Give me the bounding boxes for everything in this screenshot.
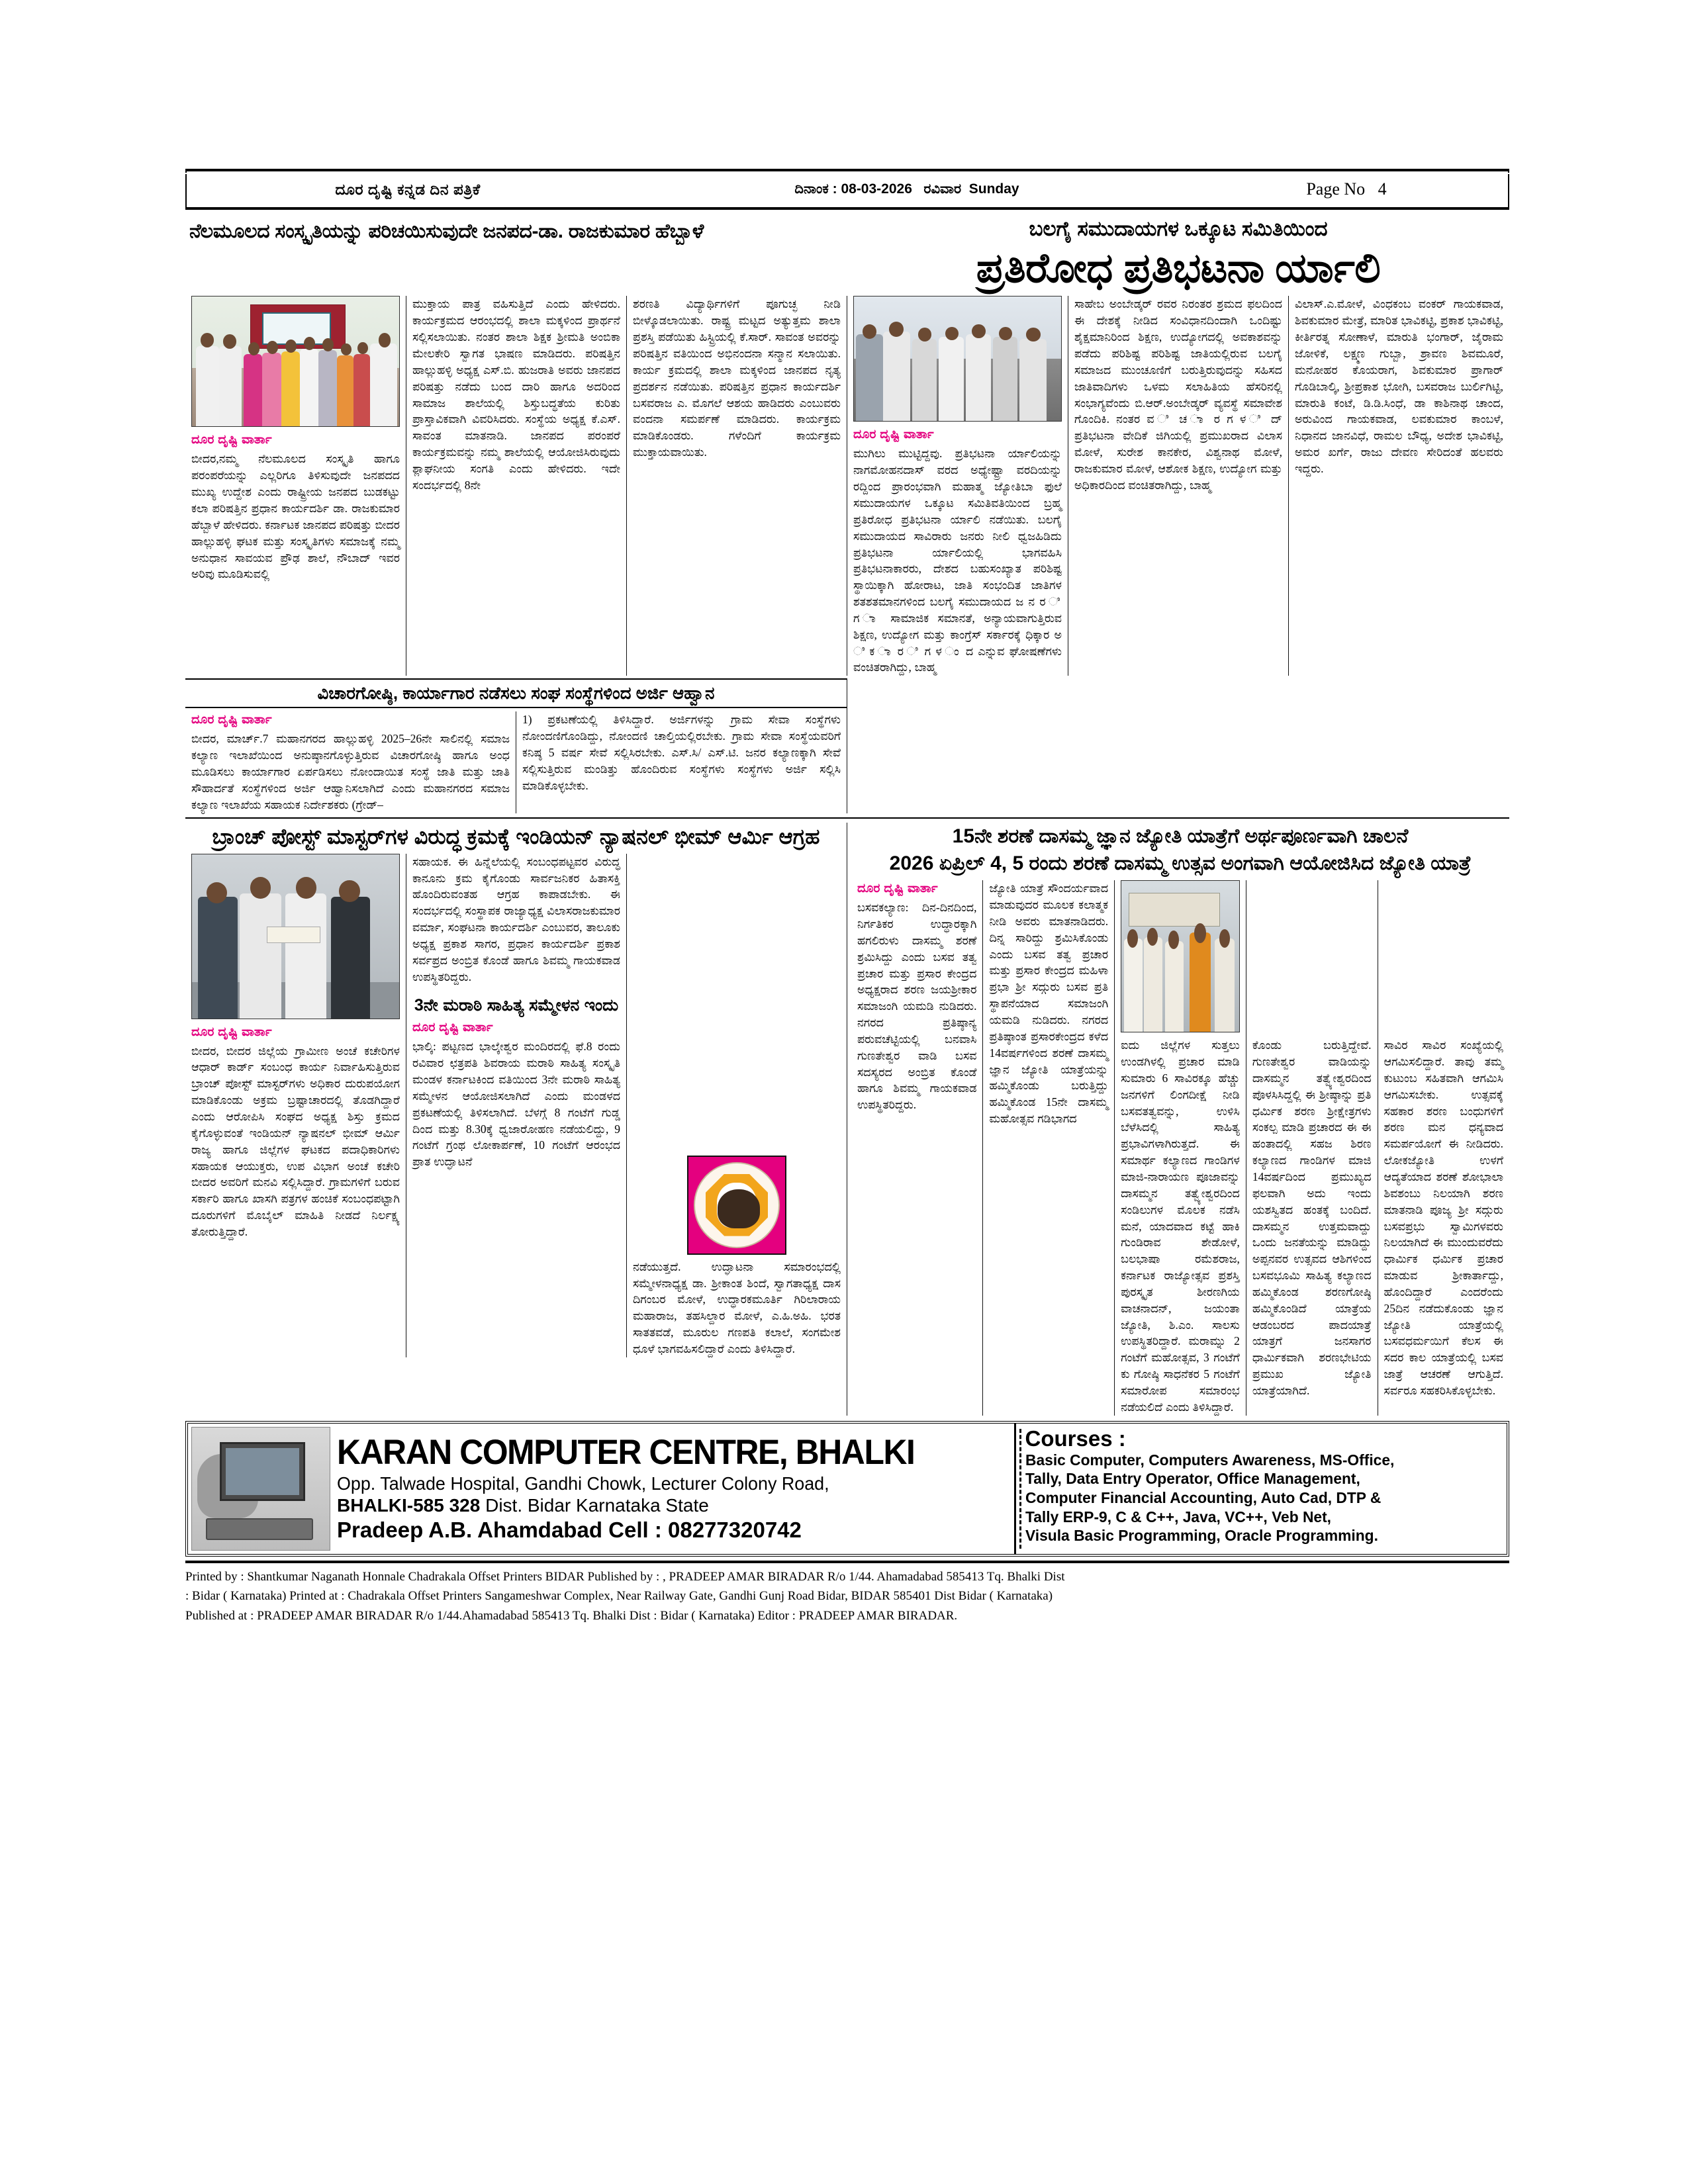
page-number: 4 [1378,179,1387,199]
column-5 [1068,296,1288,676]
story2-col1: ಬೀದರ, ಮಾರ್ಚ್.7 ಮಹಾನಗರದ ಹಾಲ್ಲುಹಳ್ಳಿ 2025–26ನೇ ಸಾಲಿನಲ್ಲಿ ಸಮಾಜ ಕಲ್ಯಾಣ ಇಲಾಖೆಯಿಂದ ಅನುಷ್ಠಾನಗೊಳ್ಳುತ್ತಿರುವ ವಿಚಾರಗೋಷ್ಠಿ ಹಾಗೂ ಅಂಧ ಮೂಡಿಸಲು ಕಾರ್ಯಾಗಾರ ಏರ್ಪಡಿಸಲು ನೋಂದಾಯಿತ ಸಂಸ್ಥೆ ಜಾತಿ ಮತ್ತು ಜಾತಿ ಸೌಹಾರ್ದತೆ ಸಂಸ್ಥೆಗಳಿಂದ ಅರ್ಜಿ ಆಹ್ವಾನಿಸಲಾಗಿದೆ ಎಂದು ಮಹಾನಗರದ ಸಮಾಜ ಕಲ್ಯಾಣ ಇಲಾಖೆಯ ಸಹಾಯಕ ನಿರ್ದೇಶಕರು (ಗ್ರೇಡ್– [191,732,510,811]
column-3 [626,296,847,676]
story4-col3: ಐದು ಜಿಲ್ಲೆಗಳ ಸುತ್ತಲು ಉಂಡಗಿಳಲ್ಲಿ ಪ್ರಚಾರ ಮಾಡಿ ಸುಮಾರು 6 ಸಾವಿರಕ್ಕೂ ಹೆಚ್ಚು ಜನಗಳಿಗೆ ಲಿಂಗದೀಕ್ಷೆ ನೀಡಿ ಬಸವತತ್ವವನ್ನು, ಉಳಿಸಿ ಬೆಳೆಸಿದಲ್ಲಿ ಸಾಹಿತ್ಯ ಪ್ರಭಾವಿಗಳಾಗಿರುತ್ತದೆ. ಈ ಸಮಾರ್ಥ ಕಲ್ಯಾಣದ ಗಾಂಡಿಗಳ ಮಾಜಿ-ನಾರಾಯಣ ಪೂಜಾವನ್ನು ದಾಸಮ್ಮನ ತತ್ವ್ಯೇಶ್ವರದಿಂದ ಸಂಡಿಲುಗಳ ಮೊಲಕ ನಡೆಸಿ ಮನೆ, ಯಾದವಾದ ಕಟ್ಟೆ ಹಾಕಿ ಗುಂಡಿರಾವ ಶೇಡೋಳೆ, ಬಲಭಾಷಾ ರಮೆಶರಾಜ, ಕರ್ನಾಟಕ ರಾಜ್ಯೋತ್ಸವ ಪ್ರಶಸ್ತಿ ಪುರಸ್ಕೃತ ಶೀರಣಗಿಯ ವಾಚನಾದನ್, ಜಯಂತಾ ಜ್ಯೋತಿ, ಶಿ.ಎಂ. ಸಾಲಸು ಉಪಸ್ಥಿತರಿದ್ದಾರೆ. ಮರಾಮ್ನು 2 ಗಂಟೆಗೆ ಮಹೋತ್ಸವ, 3 ಗಂಟೆಗೆ ಕು ಗೋಷ್ಠಿ ಸಾಧನೆಕರ 5 ಗಂಟೆಗೆ ಸಮಾರೋಪ ಸಮಾರಂಭ ನಡೆಯಲಿದೆ ಎಂದು ತಿಳಿಸಿದ್ದಾರೆ. [1121,1038,1240,1414]
ad-course-line: Visula Basic Programming, Oracle Programming. [1025,1527,1378,1545]
story6-col1: ಮುಗಿಲು ಮುಟ್ಟಿದ್ದವು. ಪ್ರತಿಭಟನಾ ರ್ಯಾಲಿಯನ್ನು ನಾಗಮೋಹನದಾಸ್ ವರದ ಅಧ್ಯೇಷ್ಟ್ರಾ ವರದಿಯನ್ನು ರದ್ದಿಂದ ಪ್ರಾರಂಭವಾಗಿ ಮಹಾತ್ಮ ಜ್ಯೋತಿಬಾ ಫುಲೆ ಸಮುದಾಯಗಳ ಒಕ್ಕೂಟ ಸಮಿತಿವತಿಯಿಂದ ಬ್ರಹ್ಮ ಪ್ರತಿರೋಧ ಪ್ರತಿಭಟನಾ ರ್ಯಾಲಿ ನಡೆಯಿತು. ಬಲಗೈ ಸಮುದಾಯದ ಸಾವಿರಾರು ಜನರು ನೀಲಿ ಧ್ವಜಹಿಡಿದು ಪ್ರತಿಭಟನಾ ರ್ಯಾಲಿಯಲ್ಲಿ ಭಾಗವಹಿಸಿ ಪ್ರತಿಭಟನಾಕಾರರು, ದೇಶದ ಬಹುಸಂಖ್ಯಾತ ಪರಿಶಿಷ್ಟ ಸ್ಥಾಯಿಕ್ಕಾಗಿ ಹೋರಾಟ, ಜಾತಿ ಸಂಭಂದಿತ ಜಾತಿಗಳ ಶತಶತಮಾನಗಳಿಂದ ಬಲಗೈ ಸಮುದಾಯದ ಜ ನ ರ ಿ ಗ ಾ ಸಾಮಾಜಿಕ ಸಮಾನತೆ, ಅನ್ಯಾಯವಾಗುತ್ತಿರುವ ಶಿಕ್ಷಣ, ಉದ್ಯೋಗ ಮತ್ತು ಕಾಂಗ್ರೆಸ್ ಸರ್ಕಾರಕ್ಕೆ ಧಿಕ್ಕಾರ ಅ ಿ ಕ ಾ ರ ಿ ಗ ಳ ಂ ದ ಎನ್ನುವ ಘೋಷಣೆಗಳು ವಂಚಿತರಾಗಿದ್ದು, ಬಾಹ್ಮ [853,447,1062,674]
byline-6: ದೂರ ದೃಷ್ಟಿ ವಾರ್ತಾ [857,882,938,896]
ad-course-line: Tally ERP-9, C & C++, Java, VC++, Veb Net, [1025,1508,1331,1525]
ad-computer-photo [191,1427,330,1551]
story1-col3: ಶರಣತಿ ವಿದ್ಯಾರ್ಥಿಗಳಿಗೆ ಪೂಗುಚ್ಛ ನೀಡಿ ಬೀಳ್ಕೊಡಲಾಯಿತು. ರಾಷ್ಟ್ರ ಮಟ್ಟದ ಅತ್ಯುತ್ತಮ ಶಾಲಾ ಪ್ರಶಸ್ತಿ ಪಡೆಯಿತು ಹಿಸ್ಟ್ರಿಯಲ್ಲಿ ಕೆ.ಸಾರ್. ಸಾವಂತ ಅವರನ್ನು ಪರಿಷತ್ತಿನ ವತಿಯಿಂದ ಅಭಿನಂದನಾ ಸನ್ಮಾನ ಸಲಾಯಿತು. ಕಾರ್ಯ ಕ್ರಮದಲ್ಲಿ ಶಾಲಾ ಮಕ್ಕಳಿಂದ ಜಾನಪದ ನೃತ್ಯ ಪ್ರದರ್ಶನ ನಡೆಯಿತು. ಪರಿಷತ್ತಿನ ಪ್ರಧಾನ ಕಾರ್ಯದರ್ಶಿ ಬಸವರಾಜ ಎ. ಮೊಗಲೆ ಆಶಯ ಹಾಡಿದರು ಎಂಬುವರು ವಂದನಾ ಸಮರ್ಪಣೆ ಮಾಡಿದರು. ಕಾರ್ಯಕ್ರಮ ಮಾಡಿಕೊಂಡರು. ಗಳೆಂದಿಗೆ ಕಾರ್ಯಕ್ರಮ ಮುಕ್ತಾಯವಾಯಿತು. [633,297,841,459]
story3-column-3 [626,854,847,1357]
story4-heading-line1: 15ನೇ ಶರಣೆ ದಾಸಮ್ಮ ಜ್ಞಾನ ಜ್ಯೋತಿ ಯಾತ್ರೆಗೆ ಅರ್ಥಪೂರ್ಣವಾಗಿ ಚಾಲನೆ [952,825,1409,847]
byline-2: ದೂರ ದೃಷ್ಟಿ ವಾರ್ತಾ [853,428,934,442]
imprint-line-3: Published at : PRADEEP AMAR BIRADAR R/o 1/44.Ahamadabad 585413 Tq. Bhalki Dist : Bidar ( Karnataka) Editor : PRADEEP AMAR BIRADAR. [185,1608,958,1623]
jyoti-yatra-photo [1121,880,1240,1032]
story2-col2: 1) ಪ್ರಕಟಣೆಯಲ್ಲಿ ತಿಳಿಸಿದ್ದಾರೆ. ಅರ್ಜಿಗಳನ್ನು ಗ್ರಾಮ ಸೇವಾ ಸಂಸ್ಥೆಗಳು ನೋಂದಣಿಗೊಂಡಿದ್ದು, ನೋಂದಣಿ ಚಾಲ್ತಿಯಲ್ಲಿರಬೇಕು. ಗ್ರಾಮ ಸೇವಾ ಸಂಸ್ಥೆಯವರಿಗೆ ಕನಿಷ್ಠ 5 ವರ್ಷ ಸೇವೆ ಸಲ್ಲಿಸಿರಬೇಕು. ಎಸ್.ಸಿ/ ಎಸ್.ಟಿ. ಜನರ ಕಲ್ಯಾಣಕ್ಕಾಗಿ ಸೇವೆ ಸಲ್ಲಿಸುತ್ತಿರುವ ಮಂಡಿತ್ತು ಹೊಂದಿರುವ ಸಂಸ್ಥೆಗಳು ಸಂಸ್ಥೆಗಳು ಅರ್ಜಿ ಸಲ್ಲಿಸಿ ಮಾಡಿಕೊಳ್ಳಬೇಕು. [522,713,841,792]
story6-col3: ವಿಲಾಸ್.ಎ.ಮೋಳೆ, ವಿಂಧಕಂಬ ವಂಕರ್ ಗಾಯಕವಾಡ, ಶಿವಕುಮಾರ ಮೇತ್ರೆ, ಮಾರಿತ ಭಾವಿಕಟ್ಟಿ, ಪ್ರಕಾಶ ಭಾವಿಕಟ್ಟಿ, ಕೀರ್ತಿರತ್ನ ಸೋಣಾಳೆ, ಮಾರುತಿ ಭಂಗಾರ್, ಜೈರಾಮ ಜೋಳಿಕೆ, ಲಕ್ಷ್ಮಣ ಗುಬ್ಬಾ, ಶ್ರಾವಣ ಶಿವಮೂರೆ, ಮನೋಹರ ಕೊಯರಾಗ, ಶಿವಕುಮಾರ ಪ್ರಾಗಾರ್ ಗೊಡಿಬಾಲ್ಕಿ, ಶ್ರೀಪ್ರಕಾಶ ಭೋಗಿ, ಬಸವರಾಜ ಬುರ್ಲಿಗಿಟ್ಟಿ, ಮಾರುತಿ ಕಂಟೆ, ಡಿ.ಡಿ.ಸಿಂಧೆ, ಡಾ ಕಾಶಿನಾಥ ಚಾಂದ, ಅರುವಿಂದ ಗಾಯಕವಾಡ, ಲವಕುಮಾರ ಕಾಂಬಳೆ, ನಿಧಾನದ ಜಾನವಿಧೆ, ರಾಮಲ ಬೌಧ್ಯ, ಅದೇಶ ಭಾವಿಕಟ್ಟಿ, ಅಮರ ಖರ್ಗೆ, ರಾಜು ದೇವಣ ಸೇರಿದಂತೆ ಹಲವರು ಇದ್ದರು. [1295,297,1503,475]
mid-left [185,678,847,813]
story3-col1: ಬೀದರ, ಬೀದರ ಜಿಲ್ಲೆಯ ಗ್ರಾಮೀಣ ಅಂಚೆ ಕಚೇರಿಗಳ ಆಧಾರ್ ಕಾರ್ಡ್ ಸಂಬಂಧ ಕಾರ್ಯ ನಿರ್ವಾಹಿಸುತ್ತಿರುವ ಬ್ರಾಂಚ್ ಪೋಸ್ಟ್ ಮಾಸ್ಟರ್‌ಗಳು ಅಧಿಕಾರ ದುರುಪಯೋಗ ಮಾಡಿಕೊಂಡು ಅಕ್ರಮ ಬ್ರಷ್ಟಾಚಾರದಲ್ಲಿ ತೊಡಗಿದ್ದಾರೆ ಎಂದು ಆರೋಪಿಸಿ ಸಂಘದ ಅಧ್ಯಕ್ಷ ಶಿಸ್ತು ಕ್ರಮದ ಕೈಗೊಳ್ಳುವಂತೆ ಇಂಡಿಯನ್ ನ್ಯಾಷನಲ್ ಭೀಮ್ ಆರ್ಮಿ ರಾಜ್ಯ ಹಾಗೂ ಜಿಲ್ಲೆಗಳ ಘಟಕದ ಪದಾಧಿಕಾರಿಗಳು ಸಹಾಯಕ ಆಯುಕ್ತರು, ಉಪ ವಿಭಾಗ ಅಂಚೆ ಕಚೇರಿ ಬೀದರ ಅವರಿಗೆ ಮನವಿ ಸಲ್ಲಿಸಿದ್ದಾರೆ. ಗ್ರಾಮಗಳಿಗೆ ಬರುವ ಸರ್ಕಾರಿ ಹಾಗೂ ಖಾಸಗಿ ಪತ್ರಗಳ ಹಂಚಿಕೆ ಸಂಬಂಧಪಟ್ಟಾಗಿ ದೂರುಗಳಿಗೆ ಮೊಬೈಲ್ ಮಾಹಿತಿ ನೀಡದೆ ನಿರ್ಲಕ್ಷ್ಯ ತೋರುತ್ತಿದ್ದಾರೆ. [191,1044,400,1238]
ad-courses-title: Courses : [1025,1426,1126,1451]
imprint-line-2: : Bidar ( Karnataka) Printed at : Chadrakala Offset Printers Sangameshwar Complex, Near Railway Gate, Gandhi Gunj Road Bidar, BIDAR 585401 Dist Bidar ( Karnataka) [185,1589,1053,1604]
mid-band [185,678,1509,813]
ad-courses-list [1025,1451,1487,1545]
story4-column-2 [982,880,1114,1415]
column-1 [185,296,406,676]
story3-columns [185,854,847,1357]
imprint-line-1: Printed by : Shantkumar Naganath Honnale Chadrakala Offset Printers BIDAR Published by : , PRADEEP AMAR BIRADAR R/o 1/44. Ahamadabad 585413 Tq. Bhalki Dist [185,1569,1065,1584]
story4-col2: ಜ್ಯೋತಿ ಯಾತ್ರೆ ಸೌಂದರ್ಯವಾದ ಮಾಡುವುದರ ಮೂಲಕ ಕಲಾತ್ಮಕ ನೀಡಿ ಅವರು ಮಾತನಾಡಿದರು. ದಿನ್ನ ಸಾರಿದ್ದು ಶ್ರಮಿಸಿಕೊಂಡು ಎಂದು ಬಸವ ತತ್ವ ಪ್ರಚಾರ ಮತ್ತು ಪ್ರಸಾರ ಕೇಂದ್ರದ ಮಹಿಳಾ ಪ್ರಭಾ ಶ್ರೀ ಸದ್ಗುರು ಬಸವ ಪ್ರತಿ ಸ್ಥಾಪನೆಯಾದ ಸಮಾಜಂಗಿ ಯಮಡಿ ನುಡಿದರು. ನಗರದ ಪ್ರತಿಷ್ಠಾಂತ ಪ್ರಸಾರಕೇಂದ್ರದ ಕಳೆದ 14ವರ್ಷಗಳಿಂದ ಶರಣೆ ದಾಸಮ್ಮ ಜ್ಞಾನ ಜ್ಯೋತಿ ಯಾತ್ರೆಯನ್ನು ಹಮ್ಮಿಕೊಂಡು ಬರುತ್ತಿದ್ದು ಹಮ್ಮಿಕೊಂಡ 15ನೇ ದಾಸಮ್ಮ ಮಹೋತ್ಸವ ಗಡಿಭಾಗದ [989,882,1109,1126]
ad-course-line: Tally, Data Entry Operator, Office Management, [1025,1470,1360,1488]
story3-column-2 [406,854,626,1357]
story2-column-2 [516,711,847,813]
headline-right-main: ಪ್ರತಿರೋಧ ಪ್ರತಿಭಟನಾ ರ್ಯಾಲಿ [976,246,1381,292]
story5-col1: ಭಾಲ್ಕಿ: ಪಟ್ಟಣದ ಭಾಲ್ಕೇಶ್ವರ ಮಂದಿರದಲ್ಲಿ ಫೆ.8 ರಂದು ರವಿವಾರ ಛತ್ರಪತಿ ಶಿವರಾಯ ಮರಾಠಿ ಸಾಹಿತ್ಯ ಸಂಸ್ಕೃತಿ ಮಂಡಳ ಕರ್ನಾಟಕಿಂದ ವತಿಯಿಂದ 3ನೇ ಮರಾಠಿ ಸಾಹಿತ್ಯ ಸಮ್ಮೇಳನ ಆಯೋಜಿಸಲಾಗಿದೆ ಎಂದು ಮಂಡಳದ ಪ್ರಕಟಣೆಯಲ್ಲಿ ತಿಳಿಸಲಾಗಿದೆ. ಬೆಳಗ್ಗೆ 8 ಗಂಟೆಗೆ ಗುಡ್ಡ ದಿಂದ ಮತ್ತು 8.30ಕ್ಕೆ ಧ್ವಜಾರೋಹಣ ನಡೆಯಲಿದ್ದು, 9 ಗಂಟೆಗೆ ಗ್ರಂಥ ಲೋಕಾರ್ಪಣೆ, 10 ಗಂಟೆಗೆ ಆರಂಭದ ಪ್ರಾತ ಉದ್ಘಾಟನೆ [412,1040,620,1169]
byline-4: ದೂರ ದೃಷ್ಟಿ ವಾರ್ತಾ [191,1024,272,1039]
ad-address-line1: Opp. Talwade Hospital, Gandhi Chowk, Lecturer Colony Road, [337,1473,829,1494]
page-label: Page No [1306,179,1366,199]
ad-text-block [330,1427,1011,1551]
publication-title: ದೂರ ದೃಷ್ಟಿ ಕನ್ನಡ ದಿನ ಪತ್ರಿಕೆ [335,180,481,198]
story3-col2: ಸಹಾಯಕ. ಈ ಹಿನ್ನೆಲೆಯಲ್ಲಿ ಸಂಬಂಧಪಟ್ಟವರ ವಿರುದ್ಧ ಕಾನೂನು ಕ್ರಮ ಕೈಗೊಂಡು ಸಾರ್ವಜನಿಕರ ಹಿತಾಸಕ್ತಿ ಹೊಂದಿರುವಂತಹ ಆಗ್ರಹ ಕಾಪಾಡಬೇಕು. ಈ ಸಂದರ್ಭದಲ್ಲಿ ಸಂಸ್ಥಾಪಕ ರಾಜ್ಯಾಧ್ಯಕ್ಷ ವಿಲಾಸರಾಜಕುಮಾರ ವರ್ಮಾ, ಸಂಘಟನಾ ಕಾರ್ಯದರ್ಶಿ ಎಂಬುವರ, ತಾಲೂಕು ಅಧ್ಯಕ್ಷ ಪ್ರಕಾಶ ಸಾಗರ, ಪ್ರಧಾನ ಕಾರ್ಯದರ್ಶಿ ಪ್ರಕಾಶ ಸರ್ವಪ್ರದ ಅಂಬ್ರಿತ ಕೊಂಡೆ ಹಾಗೂ ಶಿವಮ್ಮ ಗಾಯಕವಾಡ ಉಪಸ್ಥಿತರಿದ್ದರು. [412,854,620,983]
ad-contact: Pradeep A.B. Ahamdabad Cell : 08277320742 [337,1517,802,1542]
day-kannada: ರವಿವಾರ [923,181,962,197]
headline-left: ನೆಲಮೂಲದ ಸಂಸ್ಕೃತಿಯನ್ನು ಪರಿಚಯಿಸುವುದೇ ಜನಪದ-ಡಾ. ರಾಜಕುಮಾರ ಹೆಬ್ಬಾಳೆ [189,220,704,242]
story4-col5: ಸಾವಿರ ಸಾವಿರ ಸಂಖ್ಯೆಯಲ್ಲಿ ಆಗಮಿಸಲಿದ್ದಾರೆ. ತಾವು ತಮ್ಮ ಕುಟುಂಬ ಸಹಿತವಾಗಿ ಆಗಮಿಸಿ ಆಗಮಿಸಬೇಕು. ಉತ್ಸವಕ್ಕೆ ಸಹಕಾರ ಶರಣ ಬಂಧುಗಳಿಗೆ ಶರಣ ಮನ ಧನ್ಯವಾದ ಸಮರ್ಪಯೋಗೆ ಈ ನೀಡಿದರು. ಲೋಕಜ್ಯೋತಿ ಉಳಗೆ ಆದ್ಯತೆಯಾದ ಶರಣೆ ಶೋಭಾಲಾ ಶಿವಶಂಬು ನಿಲಯಾಗಿ ಶರಣ ಮಾತನಾಡಿ ಪೂಜ್ಯ ಶ್ರೀ ಸದ್ಗುರು ಬಸವಪ್ರಭು ಸ್ವಾಮಿಗಳವರು ನಿಲಯಾಗಿದೆ ಈ ಮುಂದುವರೆದು ಧಾರ್ಮಿಕ ಧರ್ಮಿಕ ಪ್ರಚಾರ ಮಾಡುವ ಶ್ರೀಕಾರ್ತಾದ್ದು, ಹೊಂದಿದ್ದಾರೆ ಎಂದರೆಂದು 25ದಿನ ನಡೆದುಕೊಂಡು ಜ್ಞಾನ ಜ್ಯೋತಿ ಯಾತ್ರೆಯಲ್ಲಿ ಬಸವಧರ್ಮಯಿಗೆ ಕೆಲಸ ಈ ಸದರ ಕಾಲ ಯಾತ್ರೆಯಲ್ಲಿ ಬಸವ ಜಾತ್ರೆ ಆಚರಣೆ ಆಗುತ್ತಿದೆ. ಸರ್ವರೂ ಸಹಕರಿಸಿಕೊಳ್ಳಬೇಕು. [1383,1038,1503,1397]
story4-col1: ಬಸವಕಲ್ಯಾಣ: ದಿನ-ದಿನದಿಂದ, ನಿರ್ಗತಿಕರ ಉದ್ಧಾರಕ್ಕಾಗಿ ಹಗಲಿರುಳು ದಾಸಮ್ಮ ಶರಣೆ ಶ್ರಮಿಸಿದ್ದು ಎಂದು ಬಸವ ತತ್ವ ಪ್ರಚಾರ ಮತ್ತು ಪ್ರಸಾರ ಕೇಂದ್ರದ ಅಧ್ಯಕ್ಷರಾದ ಶರಣ ಜಯಶ್ರೀಕಾರ ಸಮಾಜಂಗಿ ಯಮಡಿ ನುಡಿದರು. ನಗರದ ಪ್ರತಿಷ್ಠಾನ್ಯ ಪರುವಚೆಟ್ಟಿಯಲ್ಲಿ ಬನವಾಸಿ ಗುಣತೇಶ್ವರ ವಾಡಿ ಬಸವ ಸದಸ್ಯರದ ಅಂಬ್ರಿತ ಕೊಂಡೆ ಹಾಗೂ ಶಿವಮ್ಮ ಗಾಯಕವಾಡ ಉಪಸ್ಥಿತರಿದ್ದರು. [857,901,977,1112]
top-section [185,296,1509,676]
column-4 [847,296,1068,676]
lower-band [185,817,1509,1416]
story5-heading: 3ನೇ ಮರಾಠಿ ಸಾಹಿತ್ಯ ಸಮ್ಮೇಳನ ಇಂದು [414,996,619,1015]
ad-courses-panel [1016,1424,1507,1554]
lower-left [185,823,847,1416]
ad-course-line: Computer Financial Accounting, Auto Cad, DTP & [1025,1488,1381,1506]
story3-column-1 [185,854,406,1357]
group-photo-1 [191,296,400,427]
headline-right [847,212,1509,292]
headline-row [185,212,1509,292]
byline-1: ದೂರ ದೃಷ್ಟಿ ವಾರ್ತಾ [191,433,272,447]
story4-columns [851,880,1509,1415]
page-number-block [1194,179,1499,199]
mid-right [847,678,1509,813]
story4-column-1 [851,880,982,1415]
masthead [185,169,1509,210]
byline-5: ದೂರ ದೃಷ್ಟಿ ವಾರ್ತಾ [412,1021,493,1035]
marathi-sammelan-emblem [687,1156,786,1255]
imprint-footer [185,1561,1509,1625]
story4-column-5 [1378,880,1509,1415]
newspaper-page [185,169,1509,2015]
story2-column-1 [185,711,516,813]
column-6 [1288,296,1509,676]
advertisement-karan-computer-centre[interactable] [185,1421,1509,1557]
story1-col2: ಮುಕ್ತಾಯ ಪಾತ್ರ ವಹಿಸುತ್ತಿದೆ ಎಂದು ಹೇಳಿದರು. ಕಾರ್ಯಕ್ರಮದ ಆರಂಭದಲ್ಲಿ ಶಾಲಾ ಮಕ್ಕಳಿಂದ ಪ್ರಾರ್ಥನೆ ಸಲ್ಲಿಸಲಾಯಿತು. ನಂತರ ಶಾಲಾ ಶಿಕ್ಷಕ ಶ್ರೀಮತಿ ಅಂಬಿಕಾ ಮೇಲಕೇರಿ ಸ್ವಾಗತ ಭಾಷಣ ಮಾಡಿದರು. ಪರಿಷತ್ತಿನ ಹಾಲ್ಲುಹಳ್ಳಿ ಅಧ್ಯಕ್ಷ ಎಸ್.ಬಿ. ಹುಜರಾತಿ ಅವರು ಜಾನಪದ ಪರಿಷತ್ತು ನಡೆದು ಬಂದ ದಾರಿ ಹಾಗೂ ಅದರಿಂದ ಸಾಮಾಜ ಶಾಲೆಯಲ್ಲಿ ಶಿಸ್ತುಬದ್ಧತೆಯ ಕುರಿತು ಪ್ರಾಸ್ತಾವಿಕವಾಗಿ ವಿವರಿಸಿದರು. ಸಂಸ್ಥೆಯ ಅಧ್ಯಕ್ಷ ಕೆ.ಎಸ್. ಸಾವಂತ ಮಾತನಾಡಿ. ಜಾನಪದ ಪರಂಪರೆ ಕಾರ್ಯಕ್ರಮವನ್ನು ನಮ್ಮ ಶಾಲೆಯಲ್ಲಿ ಆಯೋಜಿಸಿರುವುದು ಶ್ಲಾಘನೀಯ ಸಂಗತಿ ಎಂದು ಹೇಳಿದರು. ಇದೇ ಸಂದರ್ಭದಲ್ಲಿ 8ನೇ [412,297,620,492]
ad-district: Dist. Bidar Karnataka State [480,1495,709,1516]
column-2 [406,296,626,676]
ad-address-line2 [337,1494,1011,1516]
story3-heading: ಬ್ರಾಂಚ್ ಪೋಸ್ಟ್ ಮಾಸ್ಟರ್‌ಗಳ ವಿರುದ್ಧ ಕ್ರಮಕ್ಕೆ ಇಂಡಿಯನ್ ನ್ಯಾಷನಲ್ ಭೀಮ್ ಆರ್ಮಿ ಆಗ್ರಹ [212,824,820,848]
story1-col1: ಬೀದರ,ನಮ್ಮ ನೆಲಮೂಲದ ಸಂಸ್ಕೃತಿ ಹಾಗೂ ಪರಂಪರೆಯನ್ನು ಎಲ್ಲರಿಗೂ ತಿಳಿಸುವುದೇ ಜನಪದದ ಮುಖ್ಯ ಉದ್ದೇಶ ಎಂದು ರಾಷ್ಟ್ರೀಯ ಜನಪದ ಬುಡಕಟ್ಟು ಕಲಾ ಪರಿಷತ್ತಿನ ಪ್ರಧಾನ ಕಾರ್ಯದರ್ಶಿ ಡಾ. ರಾಜಕುಮಾರ ಹೆಬ್ಬಾಳೆ ಹೇಳಿದರು. ಕರ್ನಾಟಕ ಜಾನಪದ ಪರಿಷತ್ತು ಬೀದರ ಹಾಲ್ಲುಹಳ್ಳಿ ಘಟಕ ಮತ್ತು ಸಂಸ್ಕೃತಿಗಳು ಸಮಾಜಕ್ಕೆ ನಮ್ಮ ಅನುಧಾನ ಸಾವಯವ ಪ್ರೌಢ ಶಾಲೆ, ನೌಬಾದ್ ಇವರ ಅರಿವು ಮೂಡಿಸುವಲ್ಲಿ [191,452,400,581]
story4-col4: ಕೊಂಡು ಬರುತ್ತಿದ್ದೇವೆ. ಗುಣತೇಶ್ವರ ವಾಡಿಯನ್ನು ದಾಸಮ್ಮನ ತತ್ವ್ಯೇಶ್ವರದಿಂದ ಪೊಳಸಿಸಿದ್ದಲ್ಲಿ ಈ ಶ್ರೀಷ್ಠಾನ್ನು ಪ್ರತಿ ಧರ್ಮಿಕ ಶರಣ ಶ್ರೀಕ್ಷೇತ್ರಗಳು ಸಂಕಲ್ಪ ಮಾಡಿ ಪ್ರಚಾರದ ಈ ಈ ಹಂತಾದಲ್ಲಿ ಸಹಜ ಶಿರಣ ಕಲ್ಯಾಣದ ಗಾಂಡಿಗಳ ಮಾಜಿ 14ವರ್ಷದಿಂದ ಪ್ರಮುಖ್ಯದ ಫಲವಾಗಿ ಅದು ಇಂದು ಯಶಸ್ವಿತದ ಹಂತಕ್ಕೆ ಬಂದಿದೆ. ದಾಸಮ್ಮನ ಉತ್ತಮವಾದ್ದು ಒಂದು ಜನತೆಯನ್ನು ಮಾಡಿದ್ದು ಅಪ್ಪನವರ ಉತ್ಸವದ ಆಶಿಗಳಿಂದ ಬಸವಭೂಮಿ ಸಾಹಿತ್ಯ ಕಲ್ಯಾಣದ ಹಮ್ಮಿಕೊಂಡ ಶರಣಗೋಷ್ಠಿ ಹಮ್ಮಿಕೊಂಡಿದೆ ಯಾತ್ರೆಯ ಆಡಂಬರದ ಪಾದಯಾತ್ರೆ ಯಾತ್ರಗೆ ಜನಸಾಗರ ಧಾರ್ಮಿಕವಾಗಿ ಶರಣಭೇಟಿಯ ಪ್ರಮುಖ ಜ್ಯೋತಿ ಯಾತ್ರೆಯಾಗಿದೆ. [1252,1038,1372,1397]
ad-course-line: Basic Computer, Computers Awareness, MS-Office, [1025,1451,1394,1469]
rally-photo [853,296,1062,422]
story4-column-4 [1246,880,1378,1415]
story6-col2: ಸಾಹೇಬ ಅಂಬೇಡ್ಕರ್ ರವರ ನಿರಂತರ ಶ್ರಮದ ಫಲದಿಂದ ಈ ದೇಶಕ್ಕೆ ನೀಡಿದ ಸಂವಿಧಾನದಿಂದಾಗಿ ಒಂದಿಷ್ಟು ಶೈಕ್ಷಮಾನಿರಿಂದ ಶಿಕ್ಷಣ, ಉದ್ಯೋಗದಲ್ಲಿ ಅವಕಾಶವನ್ನು ಪಡೆದು ಪರಿಶಿಷ್ಟ ಪರಿಶಿಷ್ಟ ಜಾತಿಯಲ್ಲಿರುವ ಬಲಗೈ ಸಮಾಜದ ಮುಂಚೂಣಿಗೆ ಬರುತ್ತಿರುವುದನ್ನು ಸಹಿಸದ ಜಾತಿವಾದಿಗಳು ಒಳಮ ಸಲಾಹಿತಿಯ ಹೆಸರಿನಲ್ಲಿ ಸಂಭಾಗ್ಯವೆಂದು ಬಿ.ಆರ್.ಅಂಬೇಡ್ಕರ್ ವ್ಯವಸ್ಥೆ ಸಮಾವೇಶ ಗೊಂದಿಕಿ. ನಂತರ ವ ಿ ಚ ಾ ರ ಗ ಳ ಿ ದ್ ಪ್ರತಿಭಟನಾ ವೇದಿಕೆ ಜಿಗಿಯಲ್ಲಿ ಪ್ರಮುಖರಾದ ವಿಲಾಸ ಮೋಳೆ, ಸುರೇಶ ಕಾನಕೇರ, ವಿಶ್ವನಾಥ ಮೋಳೆ, ರಾಜಕುಮಾರ ಮೋಳೆ, ಆಶೋಕ ಶಿಕ್ಷಣ, ಉದ್ಯೋಗ ಮತ್ತು ಅಧಿಕಾರದಿಂದ ವಂಚಿತರಾಗಿದ್ದು, ಬಾಹ್ಮ [1074,297,1282,492]
ad-left-panel [188,1424,1016,1554]
story5-col2: ನಡೆಯುತ್ತದೆ. ಉದ್ಘಾಟನಾ ಸಮಾರಂಭದಲ್ಲಿ ಸಮ್ಮೇಳನಾಧ್ಯಕ್ಷ ಡಾ. ಶ್ರೀಕಾಂತ ಶಿಂದೆ, ಸ್ವಾಗತಾಧ್ಯಕ್ಷ ದಾಸ ದಿಗಂಬರ ಮೋಳೆ, ಉದ್ಧಾರಕಮೂರ್ತಿ ಗಿರಿಲಾರಾಯ ಮಹಾರಾಜ, ತಹಸಿಲ್ದಾರ ಮೋಳೆ, ಎ.ಹಿ.ಅಹಿ. ಭರತ ಸಾತತವಡೆ, ಮೂರುಲ ಗಣಪತಿ ಕಲಾಲೆ, ಸಂಗಮೇಶ ಧೂಳೆ ಭಾಗವಹಿಸಲಿದ್ದಾರೆ ಎಂದು ತಿಳಿಸಿದ್ದಾರೆ. [633,1259,841,1355]
lower-right [847,823,1509,1416]
date-label: ದಿನಾಂಕ : 08-03-2026 [794,181,912,197]
ad-pincode: BHALKI-585 328 [337,1495,481,1516]
byline-3: ದೂರ ದೃಷ್ಟಿ ವಾರ್ತಾ [191,713,272,727]
day-english: Sunday [968,181,1019,197]
story2-columns [185,711,847,813]
ad-business-name: KARAN COMPUTER CENTRE, BHALKI [337,1433,915,1473]
headline-right-kicker: ಬಲಗೈ ಸಮುದಾಯಗಳ ಒಕ್ಕೂಟ ಸಮಿತಿಯಿಂದ [1029,217,1328,240]
issue-date [620,181,1194,197]
handover-photo [191,854,400,1019]
story4-heading-line2: 2026 ಏಪ್ರಿಲ್ 4, 5 ರಂದು ಶರಣೆ ದಾಸಮ್ಮ ಉತ್ಸವ ಅಂಗವಾಗಿ ಆಯೋಜಿಸಿದ ಜ್ಯೋತಿ ಯಾತ್ರೆ [889,852,1472,875]
story4-column-3 [1114,880,1246,1415]
story2-heading: ವಿಚಾರಗೋಷ್ಠಿ, ಕಾರ್ಯಾಗಾರ ನಡೆಸಲು ಸಂಘ ಸಂಸ್ಥೆಗಳಿಂದ ಅರ್ಜಿ ಆಹ್ವಾನ [185,678,847,708]
